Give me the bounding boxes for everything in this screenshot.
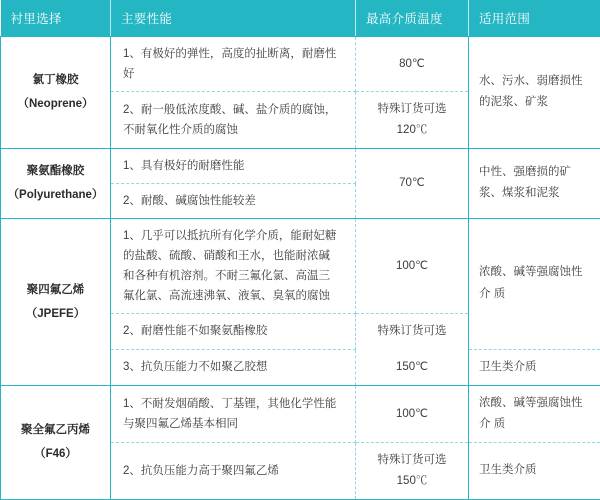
row-max-temp: 100℃ (356, 385, 469, 443)
row-scope: 卫生类介质 (469, 349, 600, 385)
row-max-temp: 特殊订货可选 120℃ (356, 92, 469, 148)
row-max-temp: 150℃ (356, 349, 469, 385)
row-feature: 2、耐磨性能不如聚氨酯橡胶 (111, 314, 356, 349)
row-max-temp: 70℃ (356, 148, 469, 218)
table-row (1, 385, 600, 443)
row-max-temp: 特殊订货可选 (356, 314, 469, 349)
row-feature: 3、抗负压能力不如聚乙胶想 (111, 349, 356, 385)
row-scope: 中性、强磨损的矿浆、煤浆和泥浆 (469, 148, 600, 218)
table-row (1, 37, 600, 92)
row-lining-name: 氯丁橡胶 （Neoprene） (1, 37, 111, 149)
table-header (1, 0, 600, 37)
table-body (1, 37, 600, 500)
header-row (1, 0, 600, 37)
column-header-performance: 主要性能 (111, 0, 356, 37)
row-feature: 2、抗负压能力高于聚四氟乙烯 (111, 443, 356, 499)
row-scope: 卫生类介质 (469, 443, 600, 499)
row-feature: 1、有极好的弹性，高度的扯断离，耐磨性 好 (111, 37, 356, 92)
row-max-temp: 100℃ (356, 218, 469, 314)
row-lining-name: 聚四氟乙烯 （JPEFE） (1, 218, 111, 385)
column-header-lining: 衬里选择 (1, 0, 111, 37)
row-lining-name: 聚氨酯橡胶 （Polyurethane） (1, 148, 111, 218)
row-scope: 浓酸、碱等强腐蚀性介 质 (469, 218, 600, 349)
row-feature: 1、具有极好的耐磨性能 (111, 148, 356, 183)
row-max-temp: 特殊订货可选 150℃ (356, 443, 469, 499)
row-scope: 浓酸、碱等强腐蚀性介 质 (469, 385, 600, 443)
row-feature: 2、耐酸、碱腐蚀性能较差 (111, 183, 356, 218)
table-row (1, 218, 600, 314)
row-feature: 1、不耐发烟硝酸、丁基锂，其他化学性能 与聚四氟乙烯基本相同 (111, 385, 356, 443)
row-feature: 2、耐一般低浓度酸、碱、盐介质的腐蚀， 不耐氧化性介质的腐蚀 (111, 92, 356, 148)
row-feature: 1、几乎可以抵抗所有化学介质，能耐妃糖 的盐酸、硫酸、硝酸和王水，也能耐浓碱 和各种有机溶剂。不耐三氟化氯、高温三 氟化氯、高流速沸氧、液氧、臭氧的腐蚀 (111, 218, 356, 314)
column-header-scope: 适用范围 (469, 0, 600, 37)
table-row (1, 148, 600, 183)
row-lining-name: 聚全氟乙丙烯 （F46） (1, 385, 111, 499)
row-scope: 水、污水、弱磨损性的泥浆、矿浆 (469, 37, 600, 149)
column-header-max-temp: 最高介质温度 (356, 0, 469, 37)
row-max-temp: 80℃ (356, 37, 469, 92)
